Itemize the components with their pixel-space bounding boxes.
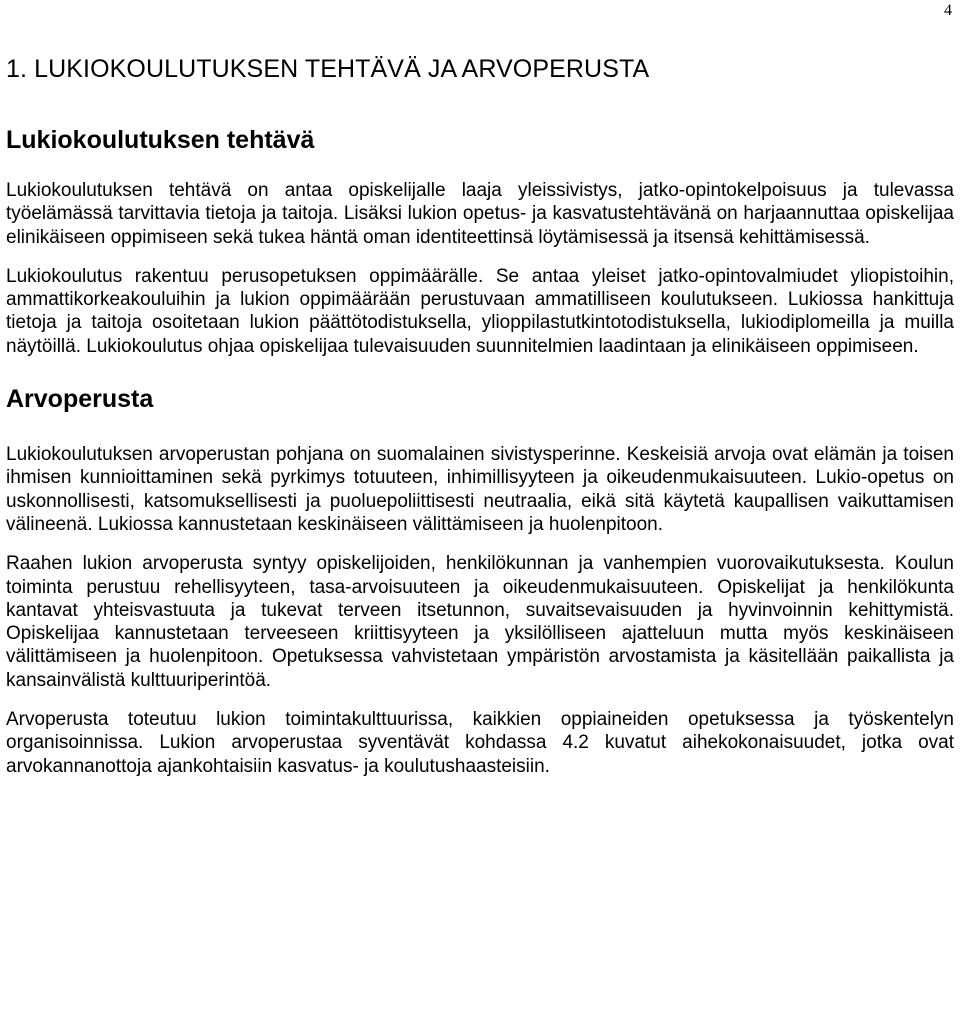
chapter-title: 1. LUKIOKOULUTUKSEN TEHTÄVÄ JA ARVOPERUSTA (6, 55, 650, 83)
paragraph: Raahen lukion arvoperusta syntyy opiskelijoiden, henkilökunnan ja vanhempien vuorovaikutuksesta. Koulun toiminta perustuu rehellisyyteen, tasa-arvoisuuteen ja oikeudenmukaisuuteen. Opiskelijat ja henkilökunta kantavat yhteisvastuuta ja tukevat terveen itsetunnon, suvaitsevaisuuden ja hyvinvoinnin kehittymistä. Opiskelijaa kannustetaan terveeseen kriittisyyteen ja yksilölliseen ajatteluun mutta myös keskinäiseen välittämiseen ja huolenpitoon. Opetuksessa vahvistetaan ympäristön arvostamista ja käsitellään paikallista ja kansainvälistä kulttuuriperintöä. (6, 553, 954, 691)
page-number: 4 (944, 2, 952, 19)
section-title-tehtava: Lukiokoulutuksen tehtävä (6, 126, 315, 154)
document-body (6, 52, 954, 778)
paragraph: Lukiokoulutuksen tehtävä on antaa opiskelijalle laaja yleissivistys, jatko-opintokelpoisuus ja tulevassa työelämässä tarvittavia tietoja ja taitoja. Lisäksi lukion opetus- ja kasvatustehtävänä on harjaannuttaa opiskelijaa elinikäiseen oppimiseen sekä tukea häntä oman identiteettinsä löytämisessä ja itsensä kehittämisessä. (6, 180, 954, 248)
section-title-arvoperusta: Arvoperusta (6, 385, 154, 414)
paragraph: Lukiokoulutus rakentuu perusopetuksen oppimäärälle. Se antaa yleiset jatko-opintovalmiudet yliopistoihin, ammattikorkeakouluihin ja lukion oppimäärään perustuvaan ammatilliseen koulutukseen. Lukiossa hankittuja tietoja ja taitoja osoitetaan lukion päättötodistuksella, ylioppilastutkintotodistuksella, lukiodiplomeilla ja muilla näytöillä. Lukiokoulutus ohjaa opiskelijaa tulevaisuuden suunnitelmien laadintaan ja elinikäiseen oppimiseen. (6, 265, 954, 357)
paragraph: Arvoperusta toteutuu lukion toimintakulttuurissa, kaikkien oppiaineiden opetuksessa ja työskentelyn organisoinnissa. Lukion arvoperustaa syventävät kohdassa 4.2 kuvatut aihekokonaisuudet, jotka ovat arvokannanottoja ajankohtaisiin kasvatus- ja koulutushaasteisiin. (6, 709, 954, 777)
paragraph: Lukiokoulutuksen arvoperustan pohjana on suomalainen sivistysperinne. Keskeisiä arvoja ovat elämän ja toisen ihmisen kunnioittaminen sekä pyrkimys totuuteen, inhimillisyyteen ja oikeudenmukaisuuteen. Lukio-opetus on uskonnollisesti, katsomuksellisesti ja puoluepoliittisesti neutraalia, eikä sitä käytetä kaupallisen vaikuttamisen välineenä. Lukiossa kannustetaan keskinäiseen välittämiseen ja huolenpitoon. (6, 444, 954, 535)
